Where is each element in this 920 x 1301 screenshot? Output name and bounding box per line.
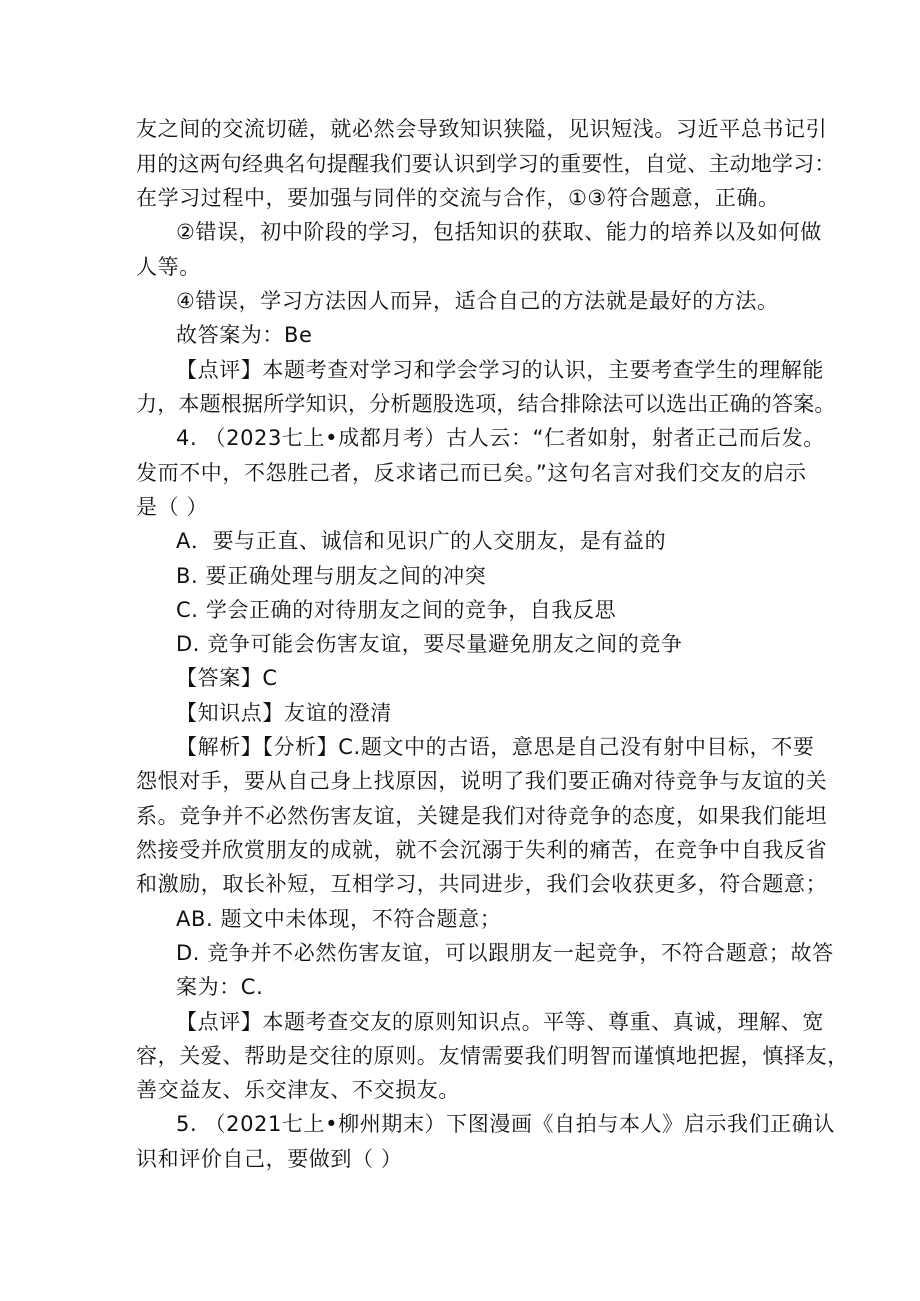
text-line: 友之间的交流切磋，就必然会导致知识狭隘，见识短浅。习近平总书记引	[136, 117, 828, 141]
text-line: 怨恨对手，要从自己身上找原因，说明了我们要正确对待竞争与友谊的关	[136, 769, 828, 793]
text-line: 案为：C.	[176, 975, 264, 999]
text-line: ④错误，学习方法因人而异，适合自己的方法就是最好的方法。	[176, 289, 779, 313]
text-line: 和激励，取长补短，互相学习，共同进步，我们会收获更多，符合题意；	[136, 872, 828, 896]
text-line: 用的这两句经典名句提醒我们要认识到学习的重要性，自觉、主动地学习：	[136, 152, 836, 176]
text-line: 发而不中，不怨胜己者，反求诸己而已矣。”这句名言对我们交友的启示	[136, 461, 807, 485]
option-d: D. 竞争可能会伤害友谊，要尽量避免朋友之间的竞争	[176, 632, 683, 656]
analysis-line: 【解析】【分析】C.题文中的古语，意思是自己没有射中目标，不要	[176, 735, 815, 759]
text-line: 善交益友、乐交津友、不交损友。	[136, 1078, 460, 1102]
text-line: 故答案为：Be	[176, 323, 313, 347]
text-line: 是（ ）	[136, 495, 209, 519]
text-line: 然接受并欣赏朋友的成就，就不会沉溺于失利的痛苦，在竞争中自我反省	[136, 838, 828, 862]
text-line: 系。竞争并不必然伤害友谊，关键是我们对待竞争的态度，如果我们能坦	[136, 804, 828, 828]
text-line: 人等。	[136, 255, 201, 279]
comment-line: 【点评】本题考查交友的原则知识点。平等、尊重、真诚，理解、宽	[176, 1010, 824, 1034]
text-line: ②错误，初中阶段的学习，包括知识的获取、能力的培养以及如何做	[176, 220, 822, 244]
knowledge-point-line: 【知识点】友谊的澄清	[176, 701, 392, 725]
answer-line: 【答案】C	[176, 666, 278, 690]
text-line: 容，关爱、帮助是交往的原则。友情需要我们明智而谨慎地把握，慎择友，	[136, 1044, 849, 1068]
option-c: C. 学会正确的对待朋友之间的竞争，自我反思	[176, 598, 617, 622]
text-line: 力，本题根据所学知识，分析题股选项，结合排除法可以选出正确的答案。	[136, 392, 836, 416]
option-a: A．要与正直、诚信和见识广的人交朋友，是有益的	[176, 529, 667, 553]
text-line: 在学习过程中，要加强与同伴的交流与合作，①③符合题意，正确。	[136, 186, 780, 210]
question-5-stem: 5. （2021七上•柳州期末）下图漫画《自拍与本人》启示我们正确认	[176, 1112, 835, 1136]
text-line: AB. 题文中未体现，不符合题意；	[176, 907, 502, 931]
question-4-stem: 4. （2023七上•成都月考）古人云：“仁者如射，射者正己而后发。	[176, 426, 825, 450]
text-line: 【点评】本题考查对学习和学会学习的认识，主要考查学生的理解能	[176, 358, 824, 382]
text-line: 识和评价自己，要做到（ ）	[136, 1147, 403, 1171]
option-b: B. 要正确处理与朋友之间的冲突	[176, 564, 487, 588]
text-line: D. 竞争并不必然伤害友谊，可以跟朋友一起竞争，不符合题意；故答	[176, 941, 834, 965]
